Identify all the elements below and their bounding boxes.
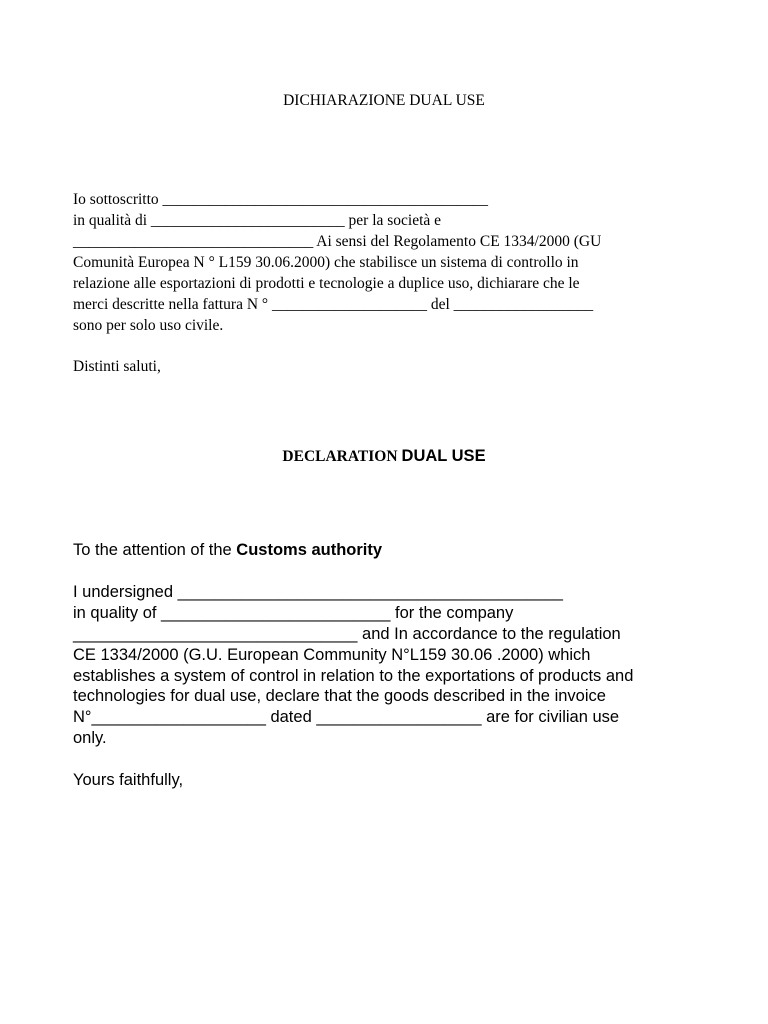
attention-recipient: Customs authority	[236, 541, 383, 559]
english-line: I undersigned __________________________________________	[73, 583, 563, 601]
italian-line: sono per solo uso civile.	[73, 317, 224, 334]
english-line: technologies for dual use, declare that the goods described in the invoice	[73, 687, 606, 705]
italian-line: merci descritte nella fattura N ° ____________________ del __________________	[73, 296, 594, 313]
attention-line	[73, 540, 382, 561]
english-line: only.	[73, 729, 107, 747]
english-line: CE 1334/2000 (G.U. European Community N°L159 30.06 .2000) which	[73, 646, 591, 664]
english-title-part1: DECLARATION	[282, 448, 398, 465]
italian-line: Io sottoscritto __________________________________________	[73, 191, 489, 208]
english-line: in quality of _________________________ for the company	[73, 604, 514, 622]
english-line: _______________________________ and In accordance to the regulation	[73, 625, 621, 643]
english-closing: Yours faithfully,	[73, 771, 184, 789]
attention-prefix: To the attention of the	[73, 541, 237, 559]
italian-line: in qualità di _________________________ per la società e	[73, 212, 442, 229]
italian-line: Comunità Europea N ° L159 30.06.2000) che stabilisce un sistema di controllo in	[73, 254, 579, 271]
english-title	[0, 447, 768, 466]
italian-title: DICHIARAZIONE DUAL USE	[283, 92, 485, 109]
italian-line: relazione alle esportazioni di prodotti e tecnologie a duplice uso, dichiarare che le	[73, 275, 580, 292]
english-title-part2: DUAL USE	[401, 447, 486, 465]
italian-line: _______________________________ Ai sensi del Regolamento CE 1334/2000 (GU	[73, 233, 602, 250]
english-line: N°___________________ dated __________________ are for civilian use	[73, 708, 620, 726]
italian-closing: Distinti saluti,	[73, 358, 161, 375]
english-line: establishes a system of control in relation to the exportations of products and	[73, 667, 634, 685]
